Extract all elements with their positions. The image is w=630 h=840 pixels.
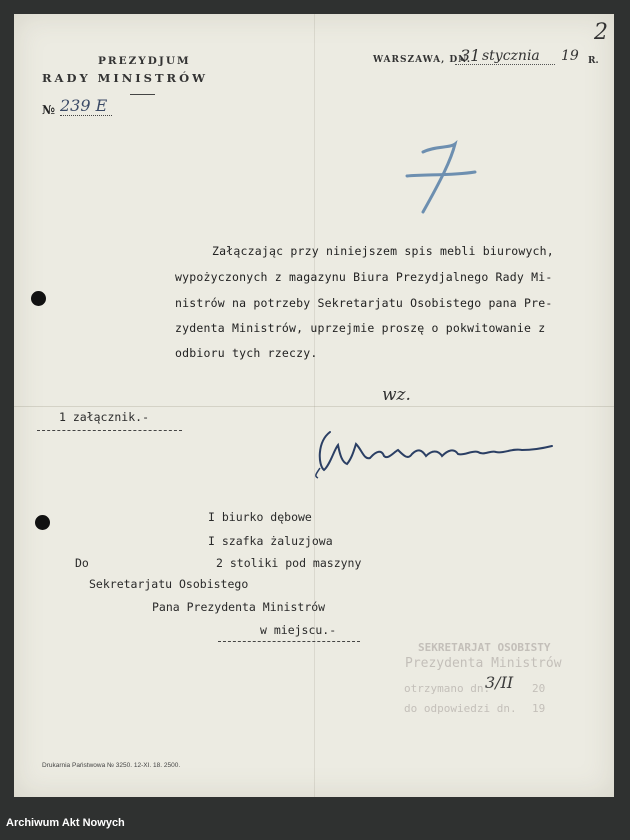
- address-line: Pana Prezydenta Ministrów: [152, 600, 326, 614]
- address-underline: [218, 641, 360, 642]
- date-day: 31: [460, 46, 481, 65]
- date-month: stycznia: [482, 48, 540, 64]
- date-dots: [455, 64, 555, 65]
- letterhead-org-line1: PREZYDJUM: [98, 55, 191, 67]
- address-line: Sekretarjatu Osobistego: [89, 577, 249, 591]
- item-line: I szafka żaluzjowa: [208, 534, 333, 548]
- stamp-line: SEKRETARJAT OSOBISTY: [418, 641, 551, 654]
- signature: [312, 420, 562, 480]
- printer-imprint: Drukarnia Państwowa № 3250. 12-XI. 18. 2500.: [42, 762, 181, 769]
- handwritten-wz: wz.: [382, 385, 411, 405]
- item-line: 2 stoliki pod maszyny: [216, 556, 362, 570]
- number-underline: [60, 115, 112, 116]
- stamp-line: otrzymano dn.: [404, 682, 491, 695]
- archive-label: Archiwum Akt Nowych: [6, 817, 125, 829]
- city-label: WARSZAWA, DN.: [373, 55, 471, 65]
- address-line: w miejscu.-: [260, 623, 337, 637]
- body-line: zydenta Ministrów, uprzejmie proszę o pokwitowanie z: [175, 321, 546, 335]
- stamp-year: 19: [532, 702, 546, 715]
- attachment-label: 1 załącznik.-: [59, 410, 150, 424]
- stamp-line: Prezydenta Ministrów: [405, 656, 562, 671]
- letterhead-org-line2: RADY MINISTRÓW: [42, 71, 209, 85]
- document-number-prefix: №: [42, 103, 56, 117]
- page-number: 2: [594, 20, 608, 45]
- date-year: 19: [561, 48, 579, 64]
- stamp-received-date: 3/II: [485, 673, 514, 692]
- document-sheet: [14, 14, 614, 797]
- attachment-underline: [37, 430, 182, 431]
- punch-hole-top: [31, 291, 46, 306]
- number-rule: [130, 94, 155, 95]
- punch-hole-bottom: [35, 515, 50, 530]
- document-number: 239 E: [60, 96, 108, 115]
- date-year-suffix: R.: [588, 56, 599, 66]
- body-line: wypożyczonych z magazynu Biura Prezydjalnego Rady Mi-: [175, 270, 553, 284]
- body-line: nistrów na potrzeby Sekretarjatu Osobistego pana Pre-: [175, 296, 553, 310]
- item-line: I biurko dębowe: [208, 510, 312, 524]
- stamp-line: do odpowiedzi dn.: [404, 702, 517, 715]
- handwritten-mark-7: [405, 140, 485, 220]
- address-to: Do: [75, 556, 89, 570]
- body-line: Załączając przy niniejszem spis mebli biurowych,: [212, 244, 554, 258]
- fold-line-vertical: [314, 14, 315, 797]
- body-line: odbioru tych rzeczy.: [175, 346, 318, 360]
- stamp-year: 20: [532, 682, 546, 695]
